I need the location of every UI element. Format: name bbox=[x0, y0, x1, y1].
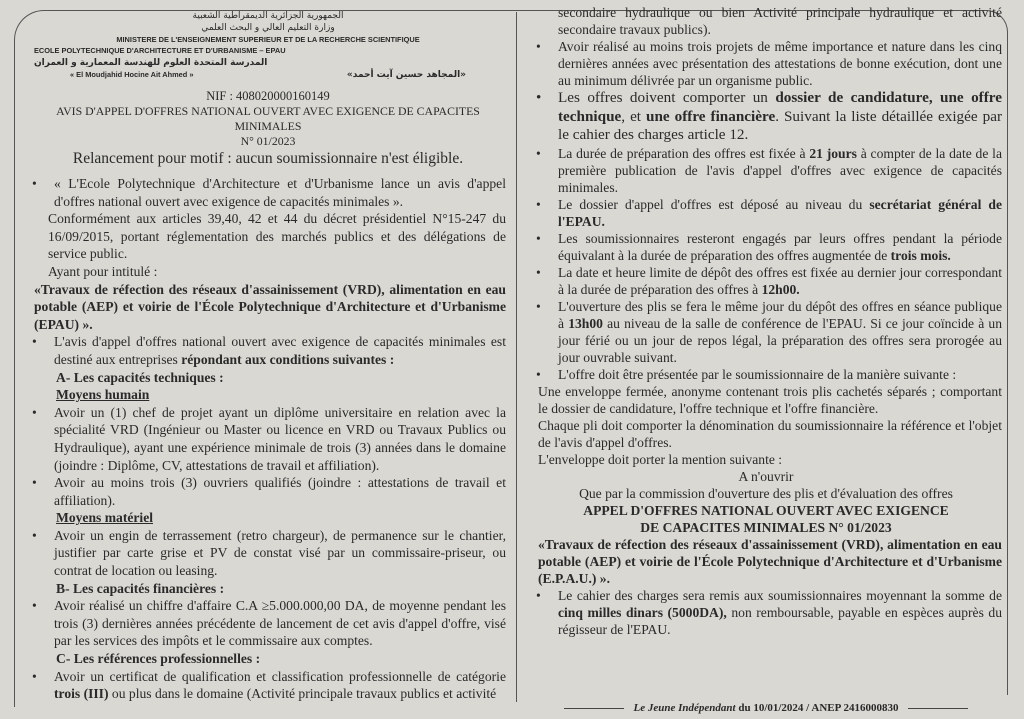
bullet-item bbox=[530, 366, 1002, 383]
bold-text: C- Les références professionnelles : bbox=[56, 651, 261, 667]
dedication-fr: « El Moudjahid Hocine Ait Ahmed » bbox=[70, 70, 194, 79]
bold-text: 12h00. bbox=[761, 281, 800, 297]
text: Les soumissionnaires resteront engagés par leurs offres pendant la période équivalant à la durée de préparation des offres augmentée de bbox=[558, 230, 1002, 263]
paragraph bbox=[26, 263, 506, 281]
bullet-item bbox=[530, 264, 1002, 298]
bullet-item bbox=[530, 89, 1002, 145]
bullet-item bbox=[26, 404, 506, 474]
footer-rule-left bbox=[564, 708, 624, 709]
text: Les offres doivent comporter un bbox=[558, 89, 776, 106]
text: , et bbox=[621, 107, 647, 125]
arabic-republic-line: الجمهورية الجزائرية الديمقراطية الشعبية bbox=[192, 11, 344, 21]
text: au niveau de la salle de conférence de l'EPAU. Si ce jour coïncide à un jour férié ou un jour de repos légal, la préparation des offres sera prorogée au jour ouvrable suivant. bbox=[558, 315, 1003, 365]
paragraph bbox=[26, 386, 506, 404]
school-name-ar: المدرسة المتحدة العلوم للهندسة المعمارية و العمران bbox=[34, 58, 268, 68]
bold-text: répondant aux conditions suivantes : bbox=[181, 351, 395, 367]
bullet-item bbox=[530, 298, 1002, 366]
paragraph bbox=[26, 509, 506, 527]
text: Avoir un engin de terrassement (retro chargeur), de permanence sur le chantier, justifier par carte grise et PV de constat visé par un commissaire-priseur, ou contrat de location ou leasing. bbox=[54, 527, 506, 579]
school-name-fr: ECOLE POLYTECHNIQUE D'ARCHITECTURE ET D'URBANISME – EPAU bbox=[34, 46, 286, 55]
bullet-item bbox=[530, 38, 1002, 89]
paragraph bbox=[530, 519, 1002, 536]
dedication-ar: «المجاهد حسين آيت أحمد» bbox=[346, 70, 466, 80]
notice-number: N° 01/2023 bbox=[240, 134, 296, 148]
paragraph bbox=[530, 417, 1002, 451]
paragraph bbox=[530, 383, 1002, 417]
right-page-area bbox=[530, 4, 1002, 717]
text: Le dossier d'appel d'offres est déposé au niveau du bbox=[558, 196, 870, 212]
text: Le cahier des charges sera remis aux soumissionnaires moyennant la somme de bbox=[558, 587, 1002, 603]
paragraph bbox=[530, 485, 1002, 502]
publication-footer bbox=[530, 701, 1002, 717]
paragraph bbox=[530, 536, 1002, 587]
bullet-item bbox=[26, 527, 506, 580]
text: . Suivant la liste détaillée exigée par le cahier des charges article 12. bbox=[558, 107, 1002, 143]
dedication-line bbox=[30, 69, 506, 81]
notice-header bbox=[26, 10, 506, 169]
bold-text: 13h00 bbox=[568, 315, 603, 331]
text: Avoir au moins trois (3) ouvriers qualifiés (joindre : attestations de travail et affiliation). bbox=[54, 475, 506, 508]
paragraph bbox=[26, 369, 506, 387]
bold-text: B- Les capacités financières : bbox=[56, 580, 225, 596]
paragraph bbox=[530, 451, 1002, 468]
bullet-item bbox=[26, 474, 506, 509]
left-page-area bbox=[26, 10, 506, 719]
text: ou plus dans le domaine (Activité principale travaux publics et activité bbox=[108, 686, 497, 702]
text: L'enveloppe doit porter la mention suivante : bbox=[538, 451, 783, 467]
bullet-item bbox=[530, 145, 1002, 196]
text: Ayant pour intitulé : bbox=[48, 263, 158, 279]
bold-text: secrétariat général de l'EPAU. bbox=[558, 196, 1003, 229]
paragraph bbox=[26, 580, 506, 598]
paragraph bbox=[530, 502, 1002, 519]
bullet-item bbox=[26, 668, 506, 703]
ministry-line: MINISTERE DE L'ENSEIGNEMENT SUPERIEUR ET DE LA RECHERCHE SCIENTIFIQUE bbox=[116, 35, 420, 44]
text: Avoir réalisé au moins trois projets de même importance et nature dans les cinq dernières années avec présentation des attestations de bonne exécution, dont une au minimum délivrée par un organisme public. bbox=[558, 39, 1002, 88]
bold-text: DE CAPACITES MINIMALES N° 01/2023 bbox=[640, 519, 892, 535]
bold-text: dossier de candidature, une offre technique bbox=[558, 89, 1002, 125]
paragraph bbox=[26, 650, 506, 668]
text: La date et heure limite de dépôt des offres est fixée au dernier jour correspondant à la durée de préparation des offres à bbox=[558, 264, 1002, 297]
bold-text: Moyens matériel bbox=[56, 510, 154, 526]
bold-text: une offre financière bbox=[646, 107, 776, 125]
text: L'avis d'appel d'offres national ouvert avec exigence de capacités minimales est destiné aux entreprises bbox=[54, 334, 506, 367]
text: Que par la commission d'ouverture des plis et d'évaluation des offres bbox=[579, 485, 953, 501]
bold-text: 21 jours bbox=[809, 145, 857, 161]
footer-rule-right bbox=[908, 708, 968, 709]
school-line bbox=[30, 45, 506, 69]
text: secondaire hydraulique ou bien Activité principale hydraulique et activité secondaire travaux publics). bbox=[558, 5, 1002, 37]
bold-text: cinq milles dinars (5000DA), bbox=[558, 604, 727, 620]
bullet-item bbox=[26, 175, 506, 210]
paragraph bbox=[530, 468, 1002, 485]
arabic-ministry-line: وزارة التعليم العالي و البحث العلمي bbox=[201, 23, 335, 33]
paragraph bbox=[26, 281, 506, 334]
bold-text: «Travaux de réfection des réseaux d'assainissement (VRD), alimentation en eau potable (AEP) et voirie de l'École Polytechnique d'Architecture et d'Urbanisme (EPAU) ». bbox=[34, 281, 506, 332]
text: L'offre doit être présentée par le soumissionnaire de la manière suivante : bbox=[558, 366, 957, 382]
bullet-item bbox=[530, 196, 1002, 230]
text: non remboursable, payable en espèces auprès du régisseur de l'EPAU. bbox=[558, 604, 1002, 637]
newspaper-name: Le Jeune Indépendant bbox=[633, 702, 736, 714]
paragraph bbox=[26, 210, 506, 263]
nif-number: NIF : 408020000160149 bbox=[206, 89, 330, 103]
publication-details: du 10/01/2024 / ANEP 2416000830 bbox=[735, 702, 899, 714]
bold-text: trois (III) bbox=[54, 686, 109, 702]
text: Conformément aux articles 39,40, 42 et 44 du décret présidentiel N°15-247 du 16/09/2015, portant réglementation des marchés publics et des délégations de service public. bbox=[48, 211, 506, 262]
bullet-item bbox=[530, 230, 1002, 264]
text: A n'ouvrir bbox=[738, 468, 794, 484]
notice-title: AVIS D'APPEL D'OFFRES NATIONAL OUVERT AVEC EXIGENCE DE CAPACITES MINIMALES bbox=[56, 104, 480, 133]
text: Avoir un certificat de qualification et classification professionnelle de catégorie bbox=[54, 668, 506, 684]
relaunch-reason: Relancement pour motif : aucun soumissionnaire n'est éligible. bbox=[72, 150, 464, 167]
right-column bbox=[530, 4, 1002, 638]
bold-text: A- Les capacités techniques : bbox=[56, 369, 224, 385]
text: Avoir un (1) chef de projet ayant un diplôme universitaire en relation avec la spécialité VRD (Ingénieur ou Master ou licence en VRD ou Travaux Publics ou Hydraulique), ayant une expérience minimale de trois (3) années dans le domaine (joindre : Diplôme, CV, attestations de travail et affiliation). bbox=[54, 404, 506, 473]
left-column bbox=[26, 175, 506, 703]
bold-text: trois mois. bbox=[890, 247, 951, 263]
text: La durée de préparation des offres est fixée à bbox=[558, 145, 810, 161]
text: Une enveloppe fermée, anonyme contenant trois plis cachetés séparés ; comportant le dossier de candidature, l'offre technique et l'offre financière. bbox=[538, 383, 1002, 416]
text: Avoir réalisé un chiffre d'affaire C.A ≥5.000.000,00 DA, de moyenne pendant les trois (3) dernières années précédente de lancement de cet avis d'appel d'offre, visé par les services des impôts et le commissaire aux comptes. bbox=[54, 598, 506, 649]
text: à compter de la date de la première publication de l'avis d'appel d'offres avec exigence de capacités minimales. bbox=[558, 145, 1002, 195]
bold-text: Moyens humain bbox=[56, 387, 150, 403]
bullet-item bbox=[530, 587, 1002, 638]
text: « L'Ecole Polytechnique d'Architecture et d'Urbanisme lance un avis d'appel d'offres national ouvert avec exigence de capacités minimales ». bbox=[54, 176, 506, 209]
paragraph bbox=[530, 4, 1002, 38]
text: L'ouverture des plis se fera le même jour du dépôt des offres en séance publique à bbox=[558, 298, 1002, 331]
bold-text: APPEL D'OFFRES NATIONAL OUVERT AVEC EXIGENCE bbox=[583, 502, 949, 518]
bullet-item bbox=[26, 597, 506, 650]
bullet-item bbox=[26, 333, 506, 368]
bold-text: «Travaux de réfection des réseaux d'assainissement (VRD), alimentation en eau potable (AEP) et voirie de l'École Polytechnique d'Architecture et d'Urbanisme (E.P.A.U.) ». bbox=[538, 536, 1002, 586]
text: Chaque pli doit comporter la dénomination du soumissionnaire la référence et l'objet de l'avis d'appel d'offres. bbox=[538, 417, 1002, 450]
